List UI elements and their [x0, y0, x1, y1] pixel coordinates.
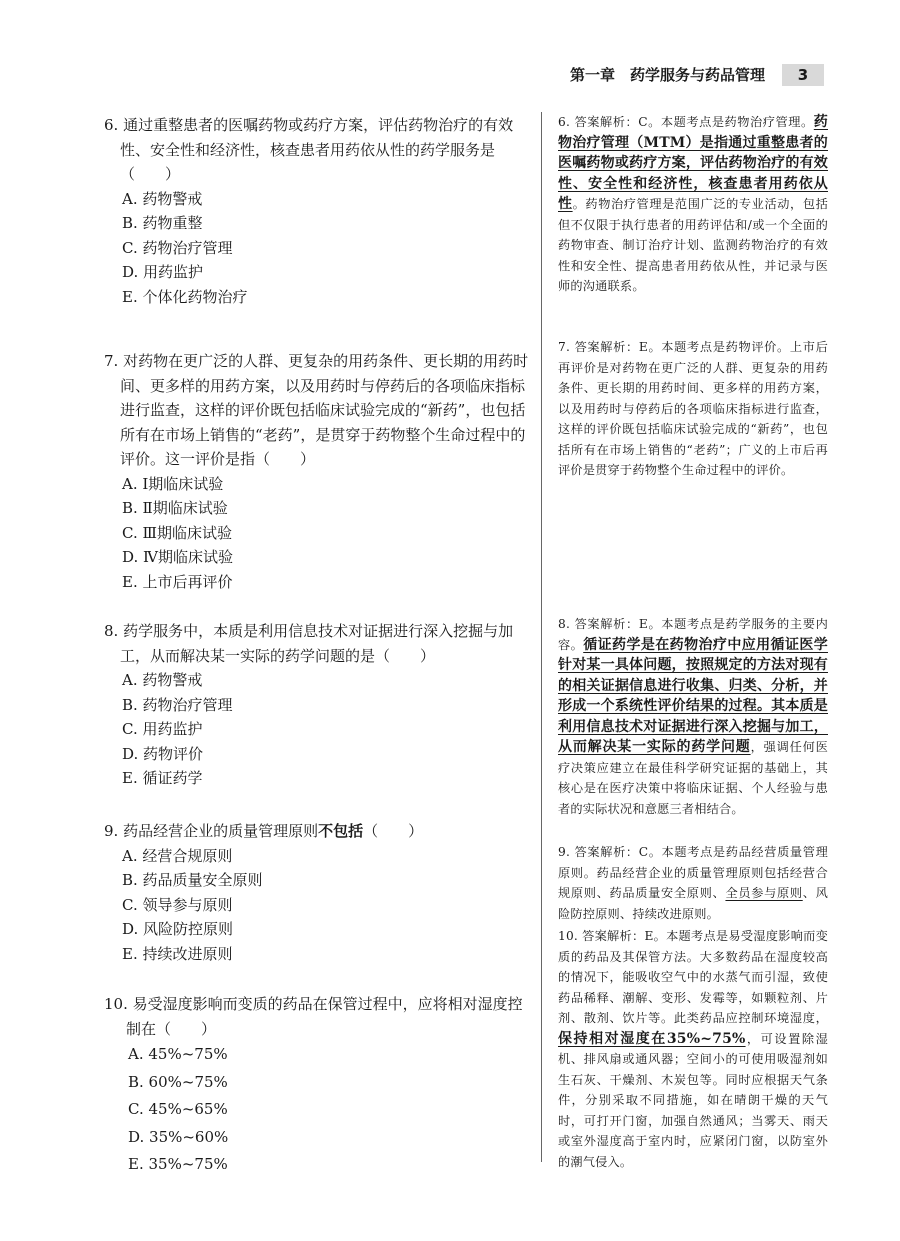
option-b: B. 药品质量安全原则 — [122, 871, 263, 890]
option-e: E. 持续改进原则 — [122, 944, 233, 963]
option-d: D. 用药监护 — [122, 263, 204, 282]
answer-text: 6. 答案解析：C。本题考点是药物治疗管理。 — [558, 115, 814, 129]
option-c: C. Ⅲ期临床试验 — [122, 523, 232, 542]
question-7 — [104, 349, 534, 619]
option-e: E. 循证药学 — [122, 769, 203, 788]
option-e: E. 35%~75% — [128, 1155, 228, 1173]
answer-text: 、风险防控原则、持续改进原则。 — [558, 886, 828, 921]
stem-text: 9. 药品经营企业的质量管理原则 — [104, 822, 319, 840]
answer-7 — [558, 337, 828, 607]
option-c: C. 45%~65% — [128, 1100, 228, 1118]
question-10 — [104, 992, 534, 1179]
answer-highlight: 药物治疗管理（MTM）是指通过重整患者的医嘱药物或药疗方案，评估药物治疗的有效性、安全性和经济性，核查患者用药依从性 — [558, 114, 828, 212]
stem-emphasis: 不包括 — [318, 822, 364, 840]
question-6 — [104, 113, 534, 349]
stem-text: （ ） — [363, 822, 424, 840]
option-b: B. Ⅱ期临床试验 — [122, 499, 228, 518]
answers-column — [558, 112, 828, 1172]
answer-text: 10. 答案解析：E。本题考点是易受湿度影响而变质的药品及其保管方法。大多数药品在湿度较高的情况下，能吸收空气中的水蒸气而引湿，致使药品稀释、潮解、变形、发霉等，如颗粒剂、片剂、散剂、饮片等。此类药品应控制环境湿度， — [558, 929, 828, 1025]
option-d: D. Ⅳ期临床试验 — [122, 548, 234, 567]
question-stem: 10. 易受湿度影响而变质的药品在保管过程中，应将相对湿度控制在（ ） — [104, 995, 523, 1038]
answer-highlight: 循证药学是在药物治疗中应用循证医学针对某一具体问题，按照规定的方法对现有的相关证据信息进行收集、归类、分析，并形成一个系统性评价结果的过程。其本质是利用信息技术对证据进行深入挖掘与加工，从而解决某一实际的药学问题 — [558, 636, 828, 755]
option-c: C. 领导参与原则 — [122, 895, 233, 914]
option-a: A. 45%~75% — [128, 1045, 228, 1063]
question-stem: 7. 对药物在更广泛的人群、更复杂的用药条件、更长期的用药时间、更多样的用药方案，以及用药时与停药后的各项临床指标进行监查，这样的评价既包括临床试验完成的“新药”，也包括所有在市场上销售的“老药”，是贯穿于药物整个生命过程中的评价。这一评价是指（ ） — [104, 352, 529, 468]
option-b: B. 药物治疗管理 — [122, 695, 233, 714]
question-8 — [104, 619, 534, 819]
option-d: D. 35%~60% — [128, 1127, 229, 1146]
option-b: B. 60%~75% — [128, 1072, 228, 1091]
option-e: E. 上市后再评价 — [122, 572, 233, 591]
answer-text: 7. 答案解析：E。本题考点是药物评价。上市后再评价是对药物在更广泛的人群、更复杂的用药条件、更长期的用药时间、更多样的用药方案，以及用药时与停药后的各项临床指标进行监查，这样的评价既包括临床试验完成的“新药”，也包括所有在市场上销售的“老药”；广义的上市后再评价是贯穿于药物整个生命过程中的评价。 — [558, 340, 828, 477]
answer-text: 。药物治疗管理是范围广泛的专业活动，包括但不仅限于执行患者的用药评估和/或一个全面的药物审查、制订治疗计划、监测药物治疗的有效性和安全性、提高患者用药依从性，并记录与医师的沟通联系。 — [558, 197, 829, 293]
answer-text: 9. 答案解析：C。本题考点是药品经营质量管理原则。药品经营企业的质量管理原则包括经营合规原则、药品质量安全原则、 — [558, 845, 828, 900]
answer-8 — [558, 614, 828, 842]
answer-9 — [558, 842, 828, 926]
option-a: A. 药物警戒 — [122, 189, 203, 208]
option-c: C. 用药监护 — [122, 720, 203, 739]
answer-highlight: 保持相对湿度在35%~75% — [558, 1030, 746, 1047]
question-stem: 6. 通过重整患者的医嘱药物或药疗方案，评估药物治疗的有效性、安全性和经济性，核查患者用药依从性的药学服务是（ ） — [104, 116, 514, 183]
answer-6 — [558, 112, 828, 332]
option-e: E. 个体化药物治疗 — [122, 287, 248, 306]
page-header — [0, 64, 900, 86]
option-b: B. 药物重整 — [122, 214, 203, 233]
option-a: A. 经营合规原则 — [122, 846, 233, 865]
questions-column — [104, 113, 534, 1179]
question-9 — [104, 819, 534, 992]
option-d: D. 药物评价 — [122, 744, 204, 763]
page-number: 3 — [782, 64, 824, 86]
column-divider — [541, 112, 542, 1162]
option-a: A. Ⅰ期临床试验 — [122, 474, 224, 493]
answer-text: ，强调任何医疗决策应建立在最佳科学研究证据的基础上，其核心是在医疗决策中将临床证据、个人经验与患者的实际状况和意愿三者相结合。 — [558, 740, 828, 816]
answer-text: 8. 答案解析：E。本题考点是药学服务的主要内容。 — [558, 617, 828, 652]
option-c: C. 药物治疗管理 — [122, 238, 233, 257]
question-stem: 8. 药学服务中，本质是利用信息技术对证据进行深入挖掘与加工，从而解决某一实际的药学问题的是（ ） — [104, 622, 514, 665]
option-a: A. 药物警戒 — [122, 671, 203, 689]
answer-10 — [558, 926, 828, 1172]
answer-text: ，可设置除湿机、排风扇或通风器；空间小的可使用吸湿剂如生石灰、干燥剂、木炭包等。同时应根据天气条件，分别采取不同措施，如在晴朗干燥的天气时，可打开门窗，加强自然通风；当雾天、雨天或室外湿度高于室内时，应紧闭门窗，以防室外的潮气侵入。 — [558, 1031, 828, 1169]
chapter-title: 第一章 药学服务与药品管理 — [569, 66, 765, 84]
answer-underline: 全员参与原则 — [725, 886, 803, 900]
question-stem — [104, 819, 534, 844]
option-d: D. 风险防控原则 — [122, 920, 234, 939]
